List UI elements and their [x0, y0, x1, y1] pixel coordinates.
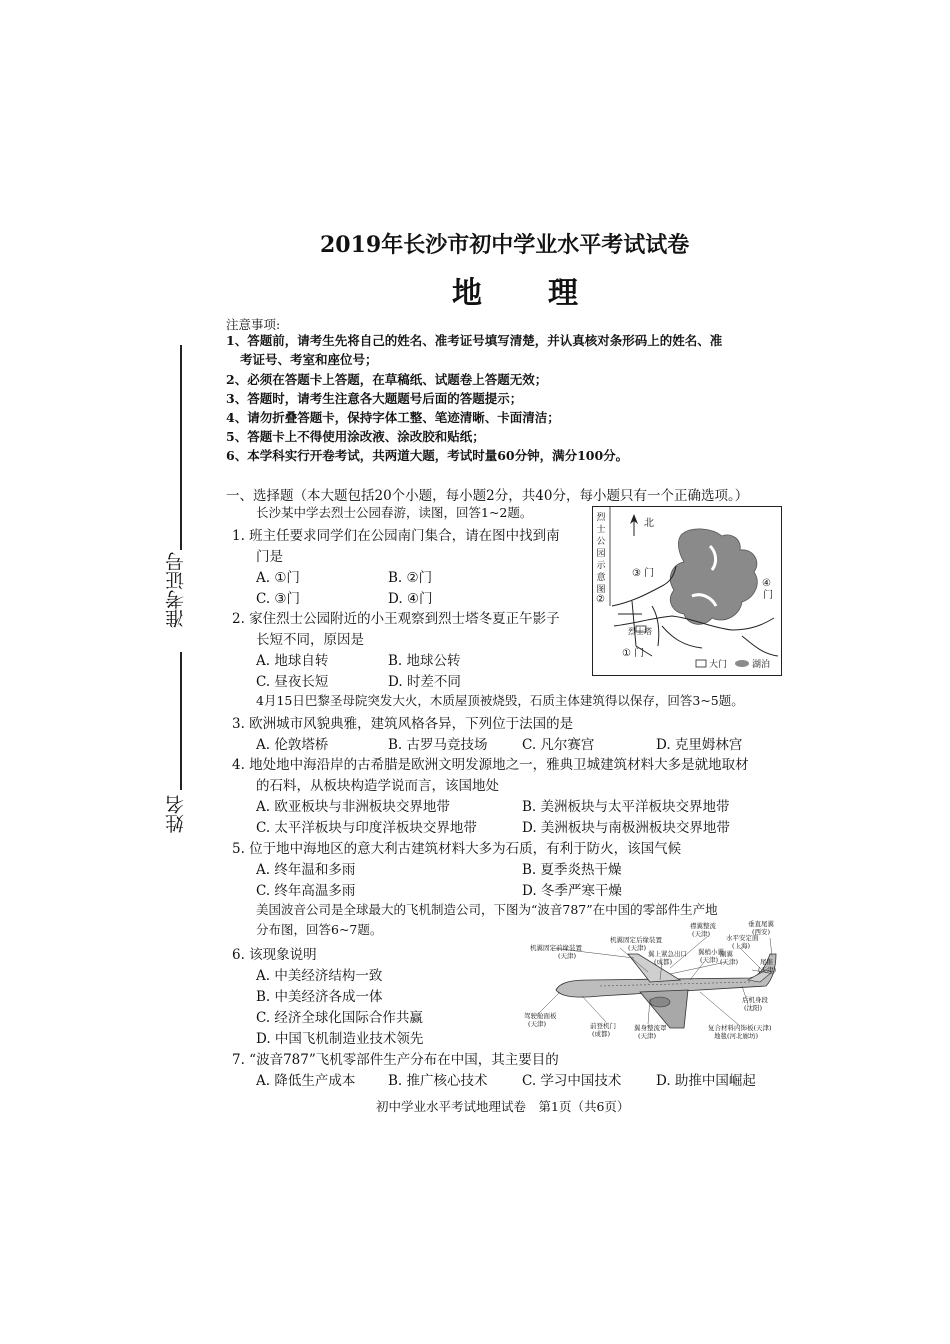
legend-lake-icon [735, 660, 749, 667]
label-leading-edge-city: (天津) [558, 952, 577, 960]
label-aft-fuselage-city: (沈阳) [744, 1004, 763, 1012]
gate-3-word: 门 [644, 568, 654, 579]
label-cockpit-panel: 驾驶舱面板 [524, 1012, 557, 1020]
label-wing-body-fairing: 翼身整流罩 [634, 1024, 667, 1032]
label-winglet-city: (天津) [700, 956, 719, 964]
park-map [592, 506, 782, 676]
boeing-787-diagram [520, 918, 790, 1043]
label-emergency-exit: 翼上紧急出口 [648, 950, 687, 958]
plane-wing-near [640, 990, 688, 1028]
q1-option-d: D. ④门 [388, 591, 433, 607]
gate-1-word: 门 [634, 648, 644, 659]
q5-stem: 5. 位于地中海地区的意大利古建筑材料大多为石质，有利于防火，该国气候 [232, 841, 682, 857]
q4-option-a: A. 欧亚板块与非洲板块交界地带 [256, 799, 450, 815]
q1-stem: 1. 班主任要求同学们在公园南门集合，请在图中找到南 [232, 528, 560, 544]
map-title-4: 园 [596, 549, 606, 559]
q6-option-c: C. 经济全球化国际合作共赢 [256, 1010, 423, 1026]
note-3: 3、答题时，请考生注意各大题题号后面的答题提示； [226, 391, 523, 406]
gate-1-label: ① [622, 648, 631, 659]
page-footer: 初中学业水平考试地理试卷 第1页（共6页） [376, 1099, 630, 1114]
q3-option-c: C. 凡尔赛宫 [522, 737, 595, 753]
q2-stem: 2. 家住烈士公园附近的小王观察到烈士塔冬夏正午影子 [232, 611, 560, 627]
exam-title: 2019年长沙市初中学业水平考试试卷 [320, 232, 690, 258]
label-vertical-tail-city: (西安) [752, 928, 771, 936]
note-6: 6、本学科实行开卷考试，共两道大题，考试时量60分钟，满分100分。 [226, 448, 629, 463]
name-label: 姓名 [165, 795, 187, 833]
note-1-cont: 考证号、考室和座位号； [240, 352, 378, 367]
q2-option-d: D. 时差不同 [388, 674, 461, 690]
q2-stem-cont: 长短不同，原因是 [256, 632, 364, 648]
intro-3: 美国波音公司是全球最大的飞机制造公司，下图为“波音787”在中国的零部件生产地 [256, 902, 718, 917]
q3-stem: 3. 欧洲城市风貌典雅，建筑风格各异，下列位于法国的是 [232, 716, 574, 732]
label-tail-cone-city: (天津) [758, 966, 777, 974]
q4-option-c: C. 太平洋板块与印度洋板块交界地带 [256, 820, 477, 836]
map-title-1: 烈 [596, 513, 606, 523]
plane-engine [650, 997, 670, 1007]
q4-option-b: B. 美洲板块与太平洋板块交界地带 [522, 799, 730, 815]
intro-3-cont: 分布图，回答6~7题。 [256, 922, 383, 937]
map-title-3: 公 [596, 537, 606, 547]
label-winglet: 翼梢小翼 [698, 948, 724, 956]
q6-option-b: B. 中美经济各成一体 [256, 989, 383, 1005]
id-line [180, 345, 182, 550]
label-front-door: 前登机门 [590, 1022, 616, 1030]
q5-option-a: A. 终年温和多雨 [256, 862, 356, 878]
q1-stem-cont: 门是 [256, 549, 283, 565]
q2-option-c: C. 昼夜长短 [256, 674, 329, 690]
legend-gate-icon [696, 660, 706, 667]
notes-heading: 注意事项: [226, 317, 281, 332]
label-leading-edge: 机翼固定前缘装置 [530, 944, 582, 952]
label-front-door-city: (成都) [592, 1030, 611, 1038]
label-aft-fuselage: 后机身段 [742, 996, 768, 1004]
gate-4-label: ④ [762, 578, 771, 589]
q1-option-a: A. ①门 [256, 570, 300, 586]
q1-option-b: B. ②门 [388, 570, 433, 586]
intro-2: 4月15日巴黎圣母院突发大火，木质屋顶被烧毁，石质主体建筑得以保存，回答3~5题。 [256, 693, 744, 708]
map-title-2: 士 [596, 525, 606, 535]
q7-option-a: A. 降低生产成本 [256, 1073, 356, 1089]
label-carpet: 地毯(河北廊坊) [714, 1032, 759, 1040]
label-aileron-city: (天津) [720, 958, 739, 966]
q5-option-c: C. 终年高温多雨 [256, 883, 356, 899]
label-h-stabilizer-city: (上海) [732, 942, 751, 950]
q4-stem: 4. 地处地中海沿岸的古希腊是欧洲文明发源地之一，雅典卫城建筑材料大多是就地取材 [232, 757, 749, 773]
q6-option-d: D. 中国飞机制造业技术领先 [256, 1031, 424, 1047]
label-tail-cone: 尾锥 [760, 958, 773, 966]
label-cockpit-panel-city: (天津) [528, 1020, 547, 1028]
q3-option-b: B. 古罗马竞技场 [388, 737, 488, 753]
q7-option-c: C. 学习中国技术 [522, 1073, 622, 1089]
note-2: 2、必须在答题卡上答题，在草稿纸、试题卷上答题无效； [226, 372, 548, 387]
legend-lake-label: 湖泊 [752, 660, 771, 670]
map-title-7: 图 [596, 585, 606, 595]
q3-option-a: A. 伦敦塔桥 [256, 737, 329, 753]
q6-stem: 6. 该现象说明 [232, 947, 317, 963]
label-aileron: 副翼 [720, 950, 733, 958]
label-interior-panel: 复合材料内饰板(天津) [708, 1024, 772, 1032]
gate-4-word: 门 [763, 590, 773, 601]
label-h-stabilizer: 水平安定面 [726, 934, 759, 942]
subject-title: 地 理 [452, 276, 580, 311]
id-label: 准考证号 [165, 552, 187, 628]
q4-stem-cont: 的石料，从板块构造学说而言，该国地处 [256, 778, 499, 794]
q7-option-b: B. 推广核心技术 [388, 1073, 488, 1089]
note-4: 4、请勿折叠答题卡，保持字体工整、笔迹清晰、卡面清洁； [226, 410, 560, 425]
q7-stem: 7. “波音787”飞机零部件生产分布在中国，其主要目的 [232, 1052, 559, 1068]
legend-gate-label: 大门 [709, 660, 728, 670]
q2-option-b: B. 地球公转 [388, 653, 461, 669]
label-wing-body-fairing-city: (天津) [638, 1032, 657, 1040]
q1-option-c: C. ③门 [256, 591, 301, 607]
q2-option-a: A. 地球自转 [256, 653, 329, 669]
gate-2-label: ② [596, 594, 605, 605]
q3-option-d: D. 克里姆林宫 [656, 737, 743, 753]
note-5: 5、答题卡上不得使用涂改液、涂改胶和贴纸； [226, 429, 485, 444]
note-1: 1、答题前，请考生先将自己的姓名、准考证号填写清楚，并认真核对条形码上的姓名、准 [226, 333, 723, 348]
tower-label: 烈士塔 [628, 627, 652, 636]
intro-1: 长沙某中学去烈士公园春游，读图，回答1~2题。 [256, 505, 533, 520]
label-flap-fairing: 襟翼整流 [690, 922, 716, 930]
label-trailing-edge-city: (天津) [628, 944, 647, 952]
north-label: 北 [644, 518, 654, 529]
name-line [180, 652, 182, 790]
label-flap-fairing-city: (天津) [692, 930, 711, 938]
map-title-5: 示 [596, 561, 606, 571]
section-heading: 一、选择题（本大题包括20个小题，每小题2分，共40分，每小题只有一个正确选项。） [226, 488, 749, 504]
q7-option-d: D. 助推中国崛起 [656, 1073, 756, 1089]
q5-option-b: B. 夏季炎热干燥 [522, 862, 622, 878]
q4-option-d: D. 美洲板块与南极洲板块交界地带 [522, 820, 730, 836]
q5-option-d: D. 冬季严寒干燥 [522, 883, 622, 899]
label-vertical-tail: 垂直尾翼 [748, 920, 774, 928]
gate-3-label: ③ [632, 568, 641, 579]
map-title-6: 意 [596, 573, 606, 583]
label-emergency-exit-city: (成都) [654, 958, 673, 966]
q6-option-a: A. 中美经济结构一致 [256, 968, 383, 984]
label-trailing-edge: 机翼固定后缘装置 [610, 936, 662, 944]
